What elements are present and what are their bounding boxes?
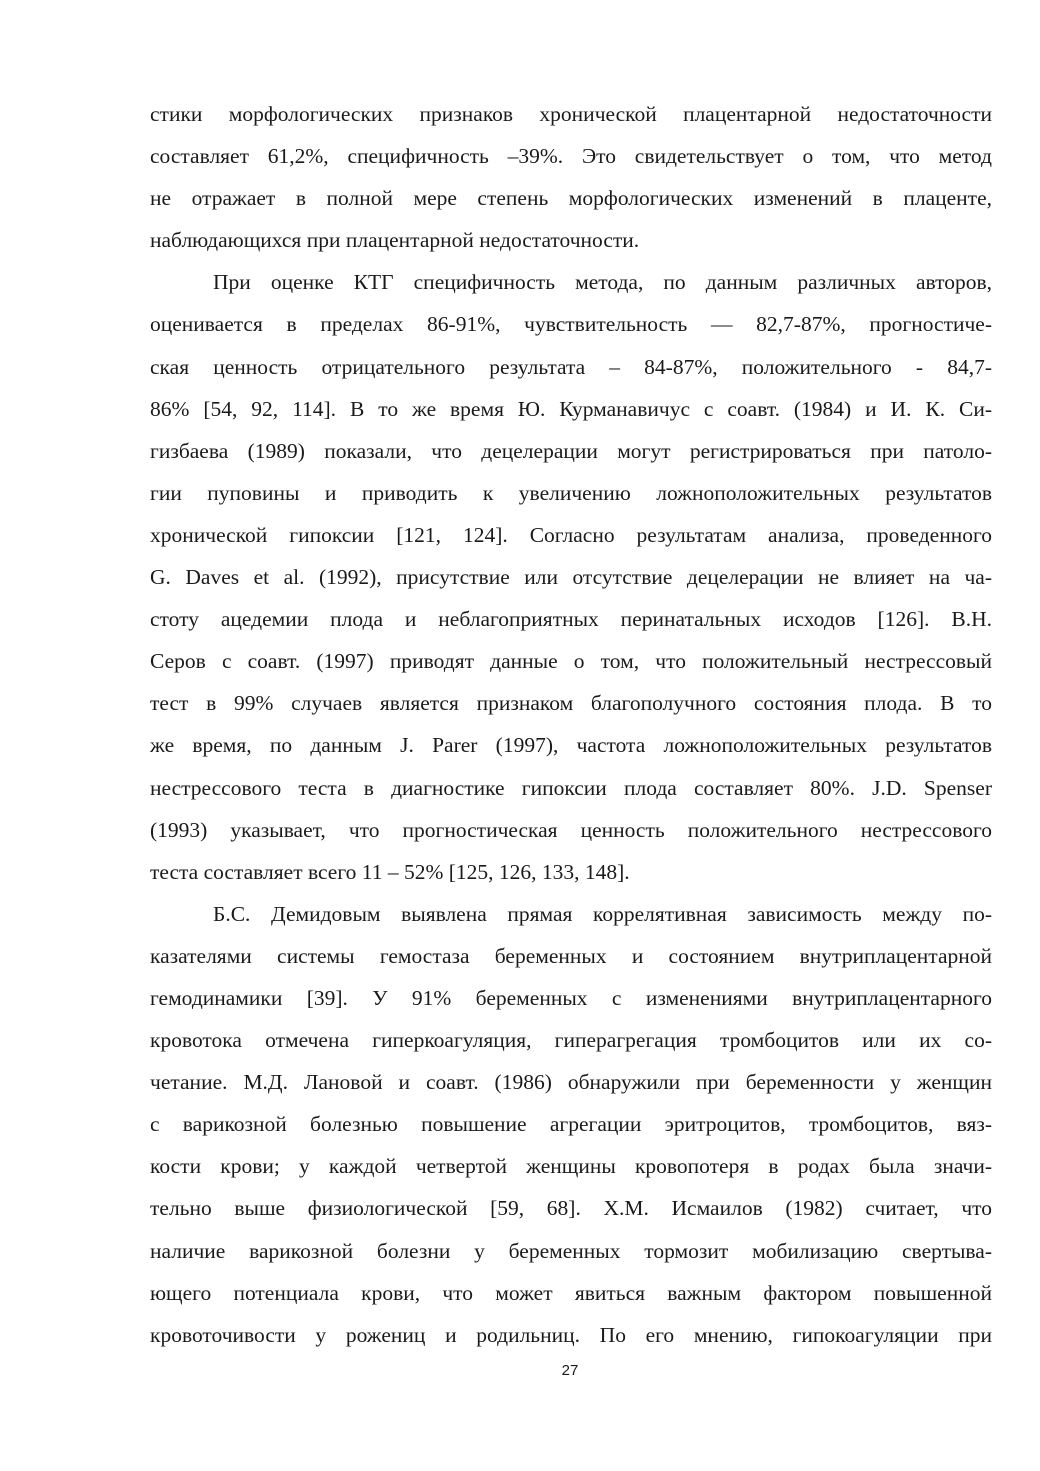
text-line: Серов с соавт. (1997) приводят данные о том, что положительный нестрессовый <box>150 649 992 674</box>
text-line: ская ценность отрицательного результата – 84-87%, положительного - 84,7- <box>150 354 992 379</box>
text-line: кровотока отмечена гиперкоагуляция, гиперагрегация тромбоцитов или их со- <box>150 1028 992 1053</box>
text-line: наличие варикозной болезни у беременных тормозит мобилизацию свертыва- <box>150 1238 992 1263</box>
text-line: G. Daves et al. (1992), присутствие или отсутствие децелерации не влияет на ча- <box>150 565 992 590</box>
document-body <box>150 93 992 1356</box>
text-line: (1993) указывает, что прогностическая ценность положительного нестрессового <box>150 817 992 842</box>
text-line: четание. М.Д. Лановой и соавт. (1986) обнаружили при беременности у женщин <box>150 1070 992 1095</box>
text-line: гии пуповины и приводить к увеличению ложноположительных результатов <box>150 480 992 505</box>
text-line: 86% [54, 92, 114]. В то же время Ю. Курманавичус с соавт. (1984) и И. К. Си- <box>150 396 992 421</box>
text-line: нестрессового теста в диагностике гипоксии плода составляет 80%. J.D. Spenser <box>150 775 992 800</box>
page-number: 27 <box>561 1362 579 1379</box>
text-line: ющего потенциала крови, что может явиться важным фактором повышенной <box>150 1280 992 1305</box>
text-line: наблюдающихся при плацентарной недостаточности. <box>150 228 640 253</box>
text-line: теста составляет всего 11 – 52% [125, 126, 133, 148]. <box>150 859 630 884</box>
text-line: При оценке КТГ специфичность метода, по данным различных авторов, <box>213 270 992 295</box>
text-line: же время, по данным J. Parer (1997), частота ложноположительных результатов <box>150 733 992 758</box>
text-line: составляет 61,2%, специфичность –39%. Это свидетельствует о том, что метод <box>150 144 992 169</box>
text-line: не отражает в полной мере степень морфологических изменений в плаценте, <box>150 186 992 211</box>
text-line: кровоточивости у рожениц и родильниц. По его мнению, гипокоагуляции при <box>150 1322 992 1347</box>
text-line: тест в 99% случаев является признаком благополучного состояния плода. В то <box>150 691 992 716</box>
text-line: кости крови; у каждой четвертой женщины кровопотеря в родах была значи- <box>150 1154 992 1179</box>
text-line: оценивается в пределах 86-91%, чувствительность — 82,7-87%, прогностиче- <box>150 312 992 337</box>
text-line: тельно выше физиологической [59, 68]. Х.М. Исмаилов (1982) считает, что <box>150 1196 992 1221</box>
text-line: стоту ацедемии плода и неблагоприятных перинатальных исходов [126]. В.Н. <box>150 607 992 632</box>
text-line: гизбаева (1989) показали, что децелерации могут регистрироваться при патоло- <box>150 438 992 463</box>
text-line: хронической гипоксии [121, 124]. Согласно результатам анализа, проведенного <box>150 522 992 547</box>
text-line: гемодинамики [39]. У 91% беременных с изменениями внутриплацентарного <box>150 985 992 1010</box>
text-line: стики морфологических признаков хронической плацентарной недостаточности <box>150 102 992 126</box>
text-line: Б.С. Демидовым выявлена прямая коррелятивная зависимость между по- <box>213 901 992 926</box>
text-line: казателями системы гемостаза беременных и состоянием внутриплацентарной <box>150 943 992 968</box>
text-line: с варикозной болезнью повышение агрегации эритроцитов, тромбоцитов, вяз- <box>150 1112 992 1137</box>
